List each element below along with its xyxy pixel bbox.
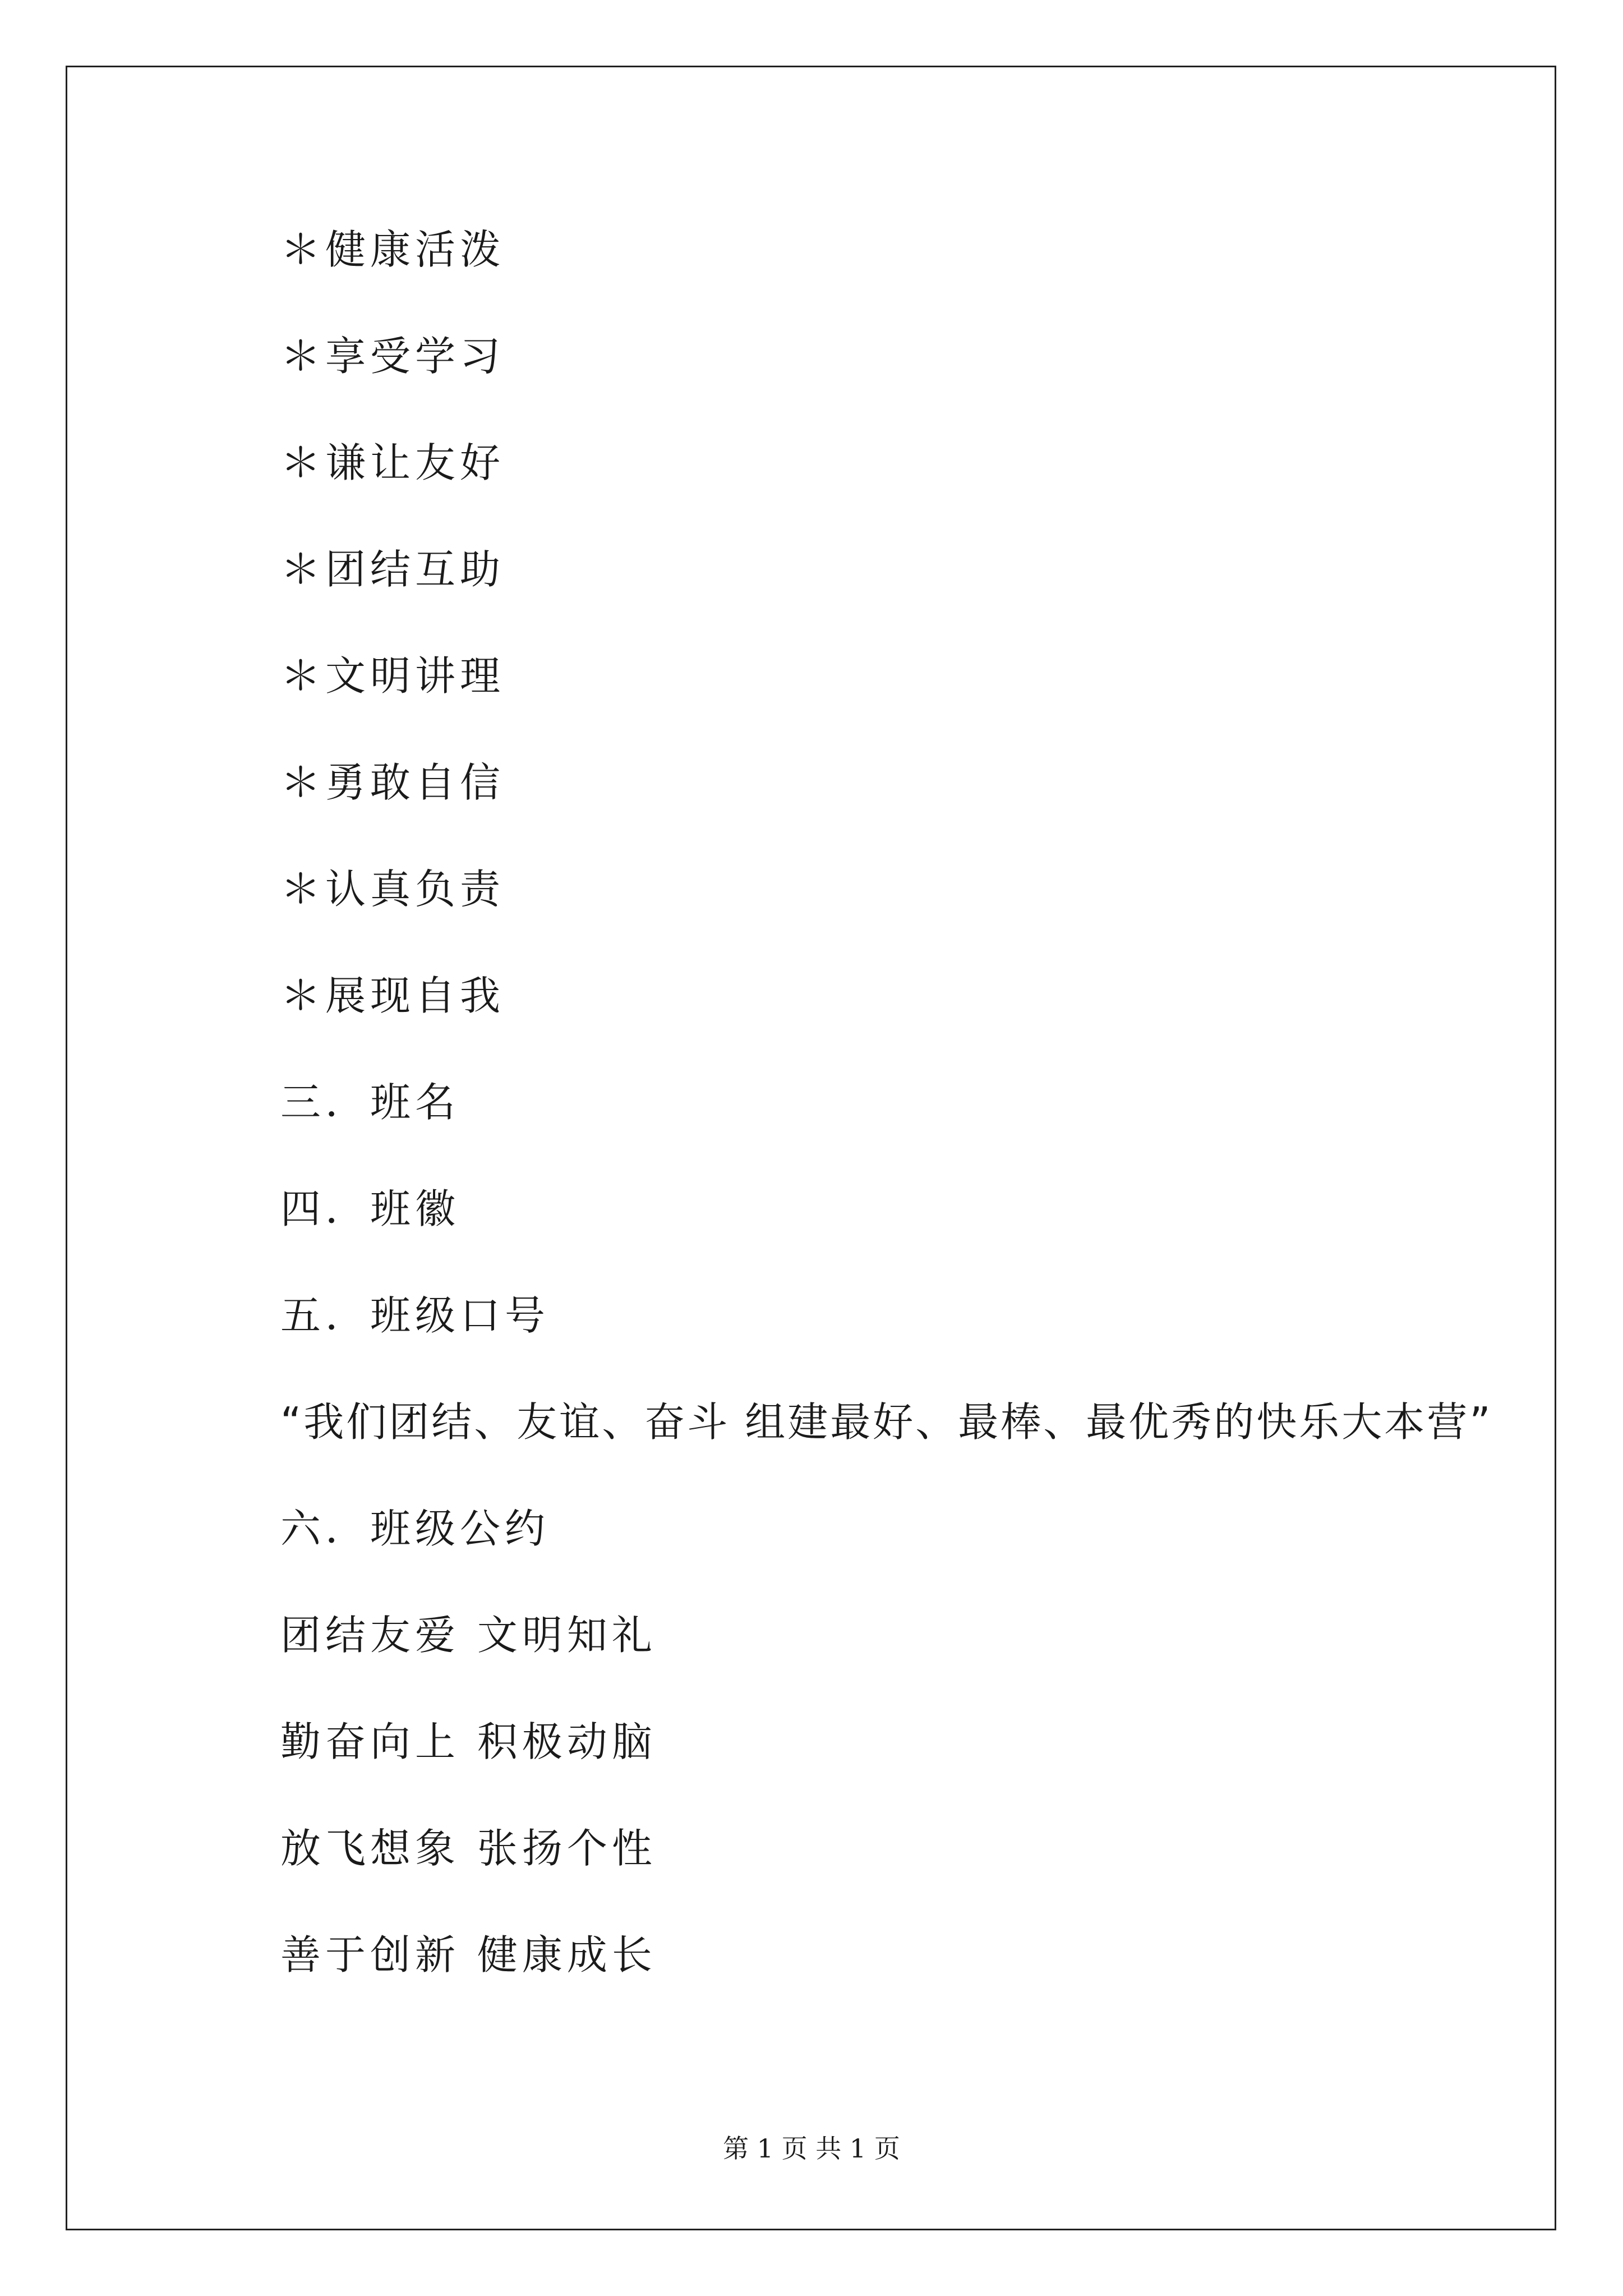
trait-brave-confident: ＊勇敢自信 <box>280 759 505 806</box>
convention-line-4: 善于创新 健康成长 <box>280 1931 657 1978</box>
section-class-convention: 六．班级公约 <box>280 1505 550 1552</box>
convention-line-3: 放飞想象 张扬个性 <box>280 1825 657 1872</box>
section-class-emblem: 四．班徽 <box>280 1185 460 1232</box>
section-class-name: 三．班名 <box>280 1079 460 1126</box>
page-border <box>66 66 1556 2230</box>
convention-line-2: 勤奋向上 积极动脑 <box>280 1718 657 1765</box>
section-class-slogan: 五．班级口号 <box>280 1292 550 1339</box>
page-number-footer: 第 1 页 共 1 页 <box>723 2133 900 2164</box>
trait-healthy-lively: ＊健康活泼 <box>280 226 505 273</box>
trait-earnest-responsible: ＊认真负责 <box>280 866 505 913</box>
trait-unity-mutual-help: ＊团结互助 <box>280 546 505 593</box>
trait-enjoy-learning: ＊享受学习 <box>280 333 505 380</box>
convention-line-1: 团结友爱 文明知礼 <box>280 1612 657 1659</box>
trait-modest-friendly: ＊谦让友好 <box>280 439 505 486</box>
trait-show-yourself: ＊展现自我 <box>280 972 505 1019</box>
class-slogan-text: “我们团结、友谊、奋斗 组建最好、最棒、最优秀的快乐大本营” <box>280 1398 1493 1446</box>
trait-civil-reasonable: ＊文明讲理 <box>280 652 505 700</box>
